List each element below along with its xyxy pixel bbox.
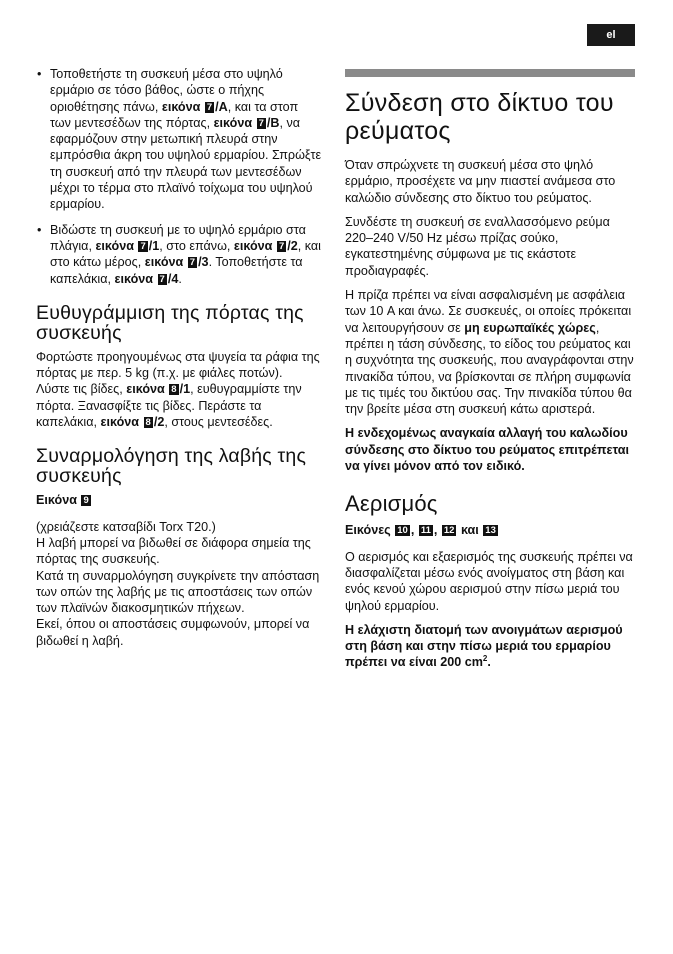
left-column <box>36 66 322 657</box>
list-item: • Τοποθετήστε τη συσκευή μέσα στο υψηλό ερμάριο σε τόσο βάθος, ώστε ο πήχης οριοθέτησης πάνω, εικόνα 7 /A, και τα στοπ των μεντεσέδων της πόρτας, εικόνα 7 /B, να εφαρμόζουν στην μετωπική πλευρά στην εμπρόσθια άκρη του υψηλού ερμαρίου. Σπρώξτε τη συσκευή από την πλευρά των μεντεσέδων μέχρι το τέρμα στο πλαϊνό τοίχωμα του υψηλού ερμαρίου. <box>36 66 322 213</box>
paragraph: Ο αερισμός και εξαερισμός της συσκευής πρέπει να διασφαλίζεται μέσω ενός ανοίγματος στη βάση και ενός κενού χώρου αερισμού στην πίσω μεριά του ψηλού ερμαρίου. <box>345 549 633 613</box>
figure-ref-badge: 7 <box>189 257 196 269</box>
section-divider-bar <box>345 69 635 77</box>
door-alignment-text: Φορτώστε προηγουμένως στα ψυγεία τα ράφια της πόρτας με περ. 5 kg (π.χ. με φιάλες ποτών). Λύστε τις βίδες, εικόνα 8 /1, ευθυγραμμίστε την πόρτα. Ξανασφίξτε τις βίδες. Περάστε τα καπελάκια, εικόνα 8 /2, στους μεντεσέδες. <box>36 349 320 430</box>
figure-ref-badge: 7 <box>278 240 285 252</box>
language-tag: el <box>587 24 635 46</box>
figure-ref-badge: 8 <box>171 384 177 396</box>
figure-ref-badge: 13 <box>485 525 496 537</box>
paragraph: Η πρίζα πρέπει να είναι ασφαλισμένη με ασφάλεια των 10 A και άνω. Σε συσκευές, οι οποίες πρόκειται να λειτουργήσουν σε μη ευρωπαϊκές χώρες, πρέπει η τάση σύνδεσης, το είδος του ρεύματος και η συχνότητα της συσκευής, που αναγράφονται στην πινακίδα τύπου, να βρίσκονται σε πλήρη συμφωνία με τις τιμές του δικτύου σας. Την πινακίδα τύπου θα την βρείτε μέσα στη συσκευή κάτω αριστερά. <box>345 288 634 417</box>
install-steps-list <box>36 66 322 287</box>
section-heading-door-alignment: Ευθυγράμμιση της πόρτας της συσκευής <box>36 301 304 344</box>
section-heading-handle: Συναρμολόγηση της λαβής της συσκευής <box>36 445 307 488</box>
figure-ref-badge: 12 <box>443 525 455 537</box>
right-column <box>345 69 635 679</box>
figure-ref-badge: 9 <box>83 495 89 507</box>
paragraph: Όταν σπρώχνετε τη συσκευή μέσα στο ψηλό ερμάριο, προσέχετε να μην πιαστεί ανάμεσα στο καλώδιο σύνδεσης στο δίκτυο του ρεύματος. <box>345 158 616 205</box>
figure-ref-badge: 10 <box>397 525 408 537</box>
figure-reference: Εικόνα 9 <box>36 493 89 508</box>
figure-ref-badge: 11 <box>420 525 431 537</box>
figure-ref-badge: 7 <box>159 273 165 285</box>
figure-ref-badge: 8 <box>145 417 151 429</box>
figure-ref-badge: 7 <box>206 101 213 113</box>
figure-reference: Εικόνες 10 , 11 , 12 και 13 <box>345 523 496 538</box>
figure-ref-badge: 7 <box>258 117 264 129</box>
section-heading-power-connection: Σύνδεση στο δίκτυο του ρεύματος <box>345 89 614 145</box>
list-item: • Βιδώστε τη συσκευή με το υψηλό ερμάριο στα πλάγια, εικόνα 7 /1, στο επάνω, εικόνα 7 /2, και στο κάτω μέρος, εικόνα 7 /3. Τοποθετήστε τα καπελάκια, εικόνα 7 /4. <box>36 222 322 287</box>
warning-paragraph: Η ενδεχομένως αναγκαία αλλαγή του καλωδίου σύνδεσης στο δίκτυο του ρεύματος επιτρέπεται να γίνει μόνον από τον ειδικό. <box>345 426 629 474</box>
ventilation-requirement: Η ελάχιστη διατομή των ανοιγμάτων αερισμού στη βάση και στην πίσω μεριά του ερμαρίου πρέπει να είναι 200 $cm^2$. <box>345 622 623 670</box>
handle-text: (χρειάζεστε κατσαβίδι Torx T20.) Η λαβή μπορεί να βιδωθεί σε διάφορα σημεία της πόρτας της συσκευής. Κατά τη συναρμολόγηση συγκρίνετε την απόσταση των οπών της λαβής με τις αποστάσεις των οπών των πλαϊνών διακοσμητικών πήχεων. Εκεί, όπου οι αποστάσεις συμφωνούν, μπορεί να βιδωθεί η λαβή. <box>36 519 320 648</box>
paragraph: Συνδέστε τη συσκευή σε εναλλασσόμενο ρεύμα 220–240 V/50 Hz μέσω πρίζας σούκο, εγκατεστημένης σύμφωνα με τις εκάστοτε προδιαγραφές. <box>345 214 610 278</box>
section-heading-ventilation: Αερισμός <box>345 491 438 517</box>
figure-ref-badge: 7 <box>140 240 146 252</box>
